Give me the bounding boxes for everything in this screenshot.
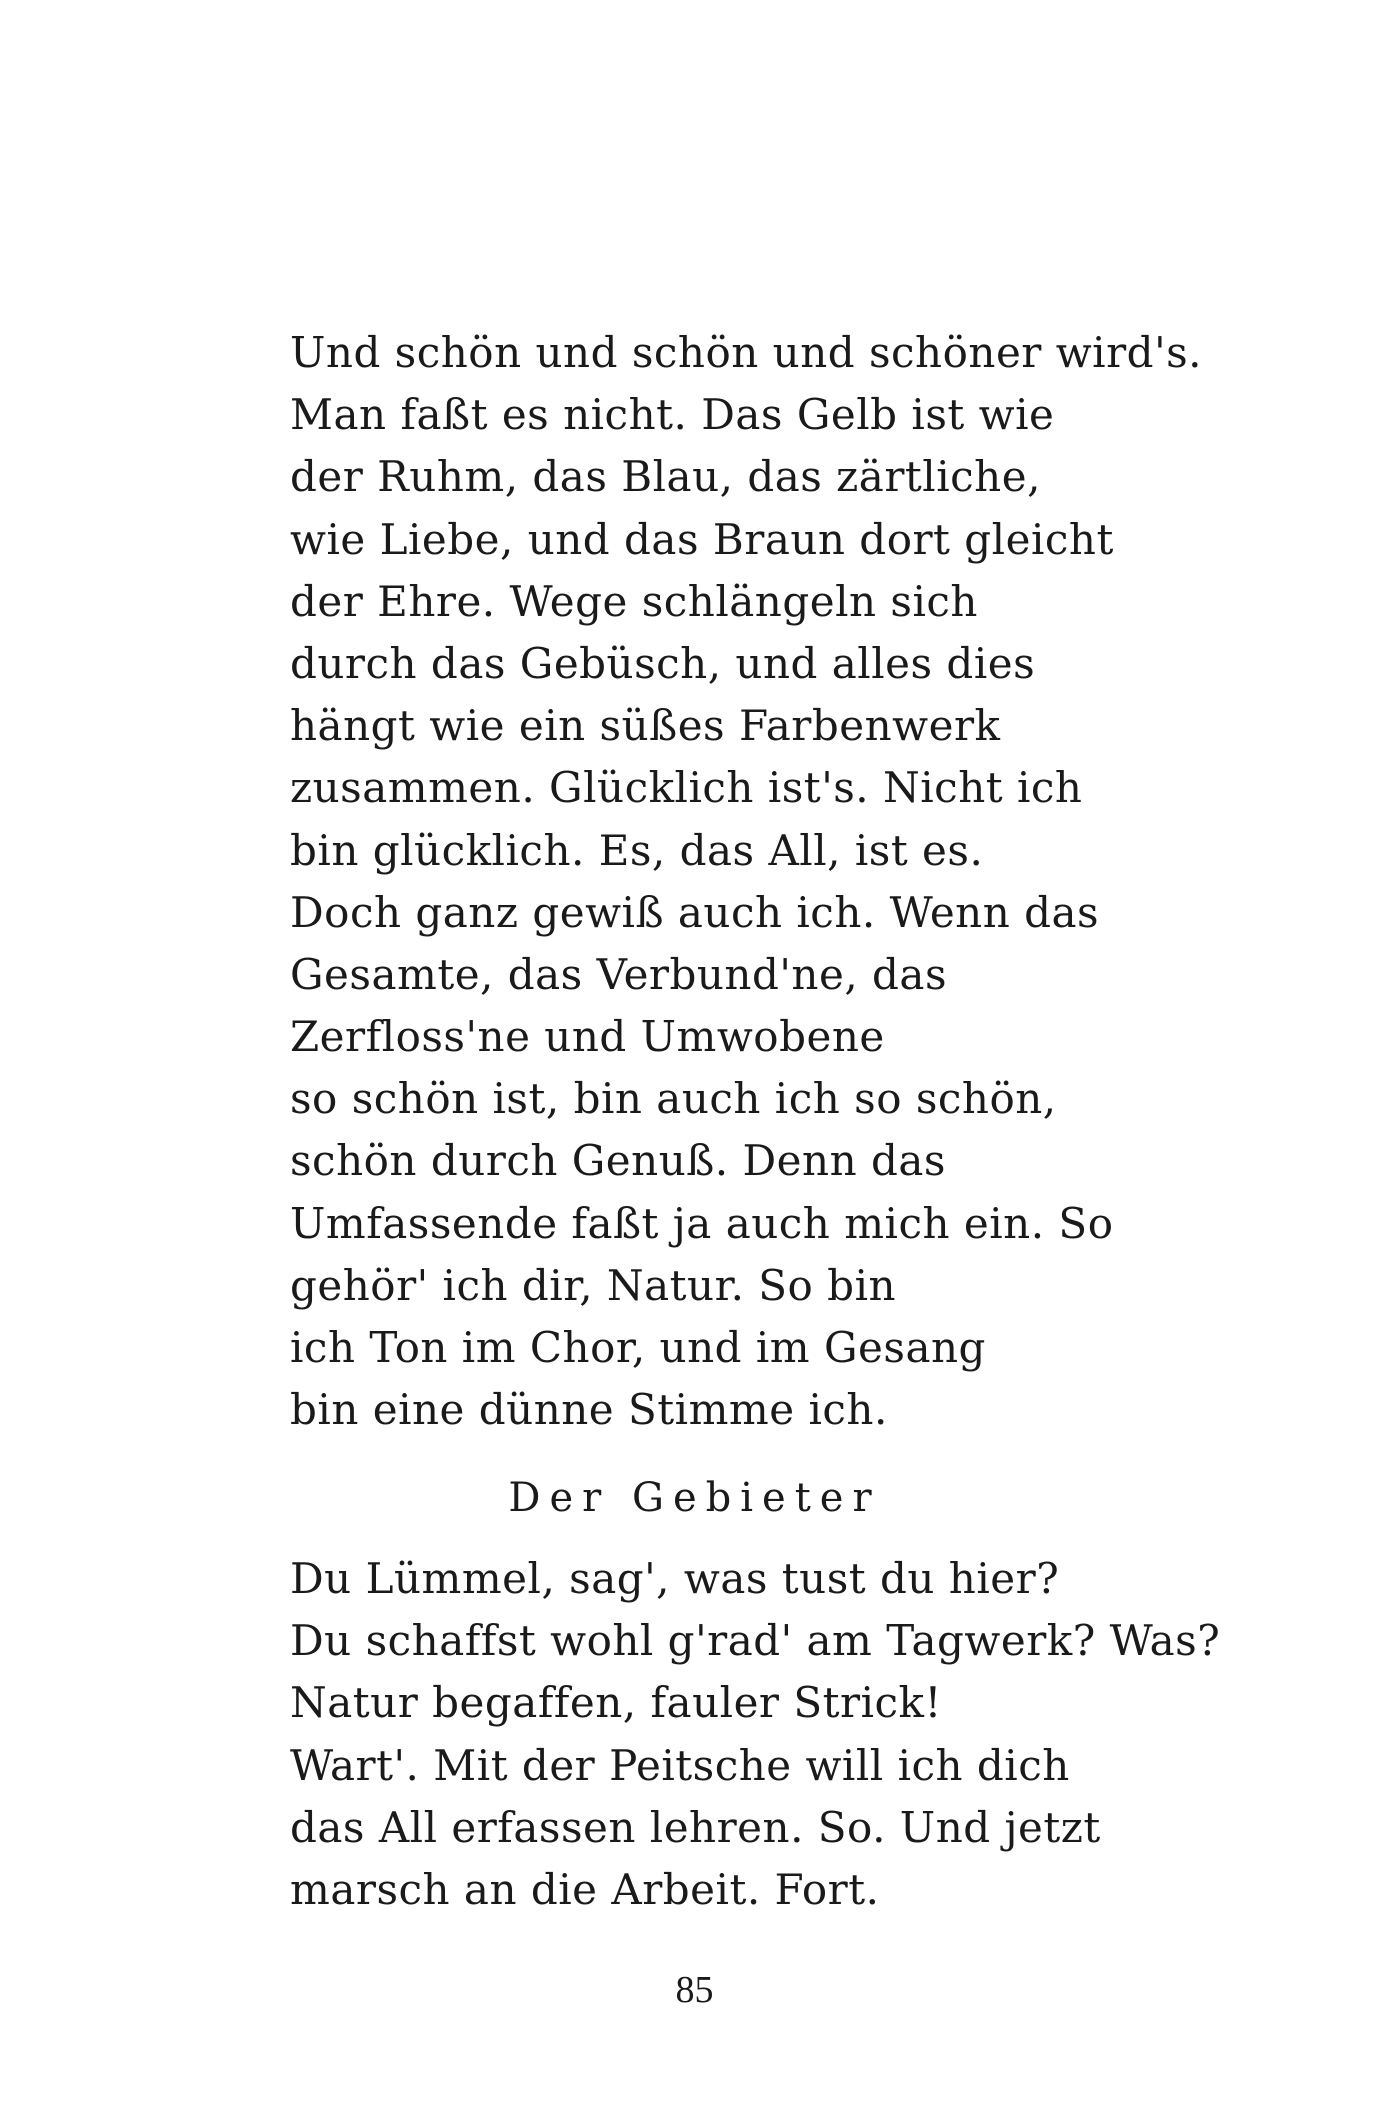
poem-line: Natur begaffen, fauler Strick!	[290, 1678, 942, 1728]
poem-line: das All erfassen lehren. So. Und jetzt	[290, 1802, 1101, 1852]
poem-line: Gesamte, das Verbund'ne, das	[290, 949, 948, 999]
poem-line: Doch ganz gewiß auch ich. Wenn das	[290, 887, 1100, 937]
poem-continuation	[290, 322, 1290, 1441]
poem-line: der Ehre. Wege schlängeln sich	[290, 576, 978, 626]
poem-line: Man faßt es nicht. Das Gelb ist wie	[290, 390, 1055, 440]
poem-line: durch das Gebüsch, und alles dies	[290, 638, 1036, 688]
page-number: 85	[675, 1969, 714, 2011]
poem-line: gehör' ich dir, Natur. So bin	[290, 1260, 897, 1310]
poem-line: bin eine dünne Stimme ich.	[290, 1385, 888, 1435]
poem-line: Du Lümmel, sag', was tust du hier?	[290, 1554, 1060, 1603]
poem-line: Und schön und schön und schöner wird's.	[290, 328, 1203, 377]
poem-line: bin glücklich. Es, das All, ist es.	[290, 825, 984, 875]
poem-line: Du schaffst wohl g'rad' am Tagwerk? Was?	[290, 1616, 1221, 1666]
poem-title: Der Gebieter	[508, 1475, 881, 1521]
poem-line: Umfassende faßt ja auch mich ein. So	[290, 1198, 1114, 1248]
poem-line: marsch an die Arbeit. Fort.	[290, 1864, 880, 1914]
poem-body	[290, 1548, 1340, 1921]
poem-line: Zerfloss'ne und Umwobene	[290, 1012, 885, 1062]
poem-line: zusammen. Glücklich ist's. Nicht ich	[290, 763, 1083, 813]
poem-line: so schön ist, bin auch ich so schön,	[290, 1074, 1057, 1124]
poem-line: Wart'. Mit der Peitsche will ich dich	[290, 1740, 1070, 1790]
poem-line: hängt wie ein süßes Farbenwerk	[290, 701, 1001, 751]
poem-line: ich Ton im Chor, und im Gesang	[290, 1323, 986, 1372]
poem-line: schön durch Genuß. Denn das	[290, 1136, 946, 1186]
poem-line: der Ruhm, das Blau, das zärtliche,	[290, 452, 1041, 502]
poem-line: wie Liebe, und das Braun dort gleicht	[290, 514, 1114, 564]
